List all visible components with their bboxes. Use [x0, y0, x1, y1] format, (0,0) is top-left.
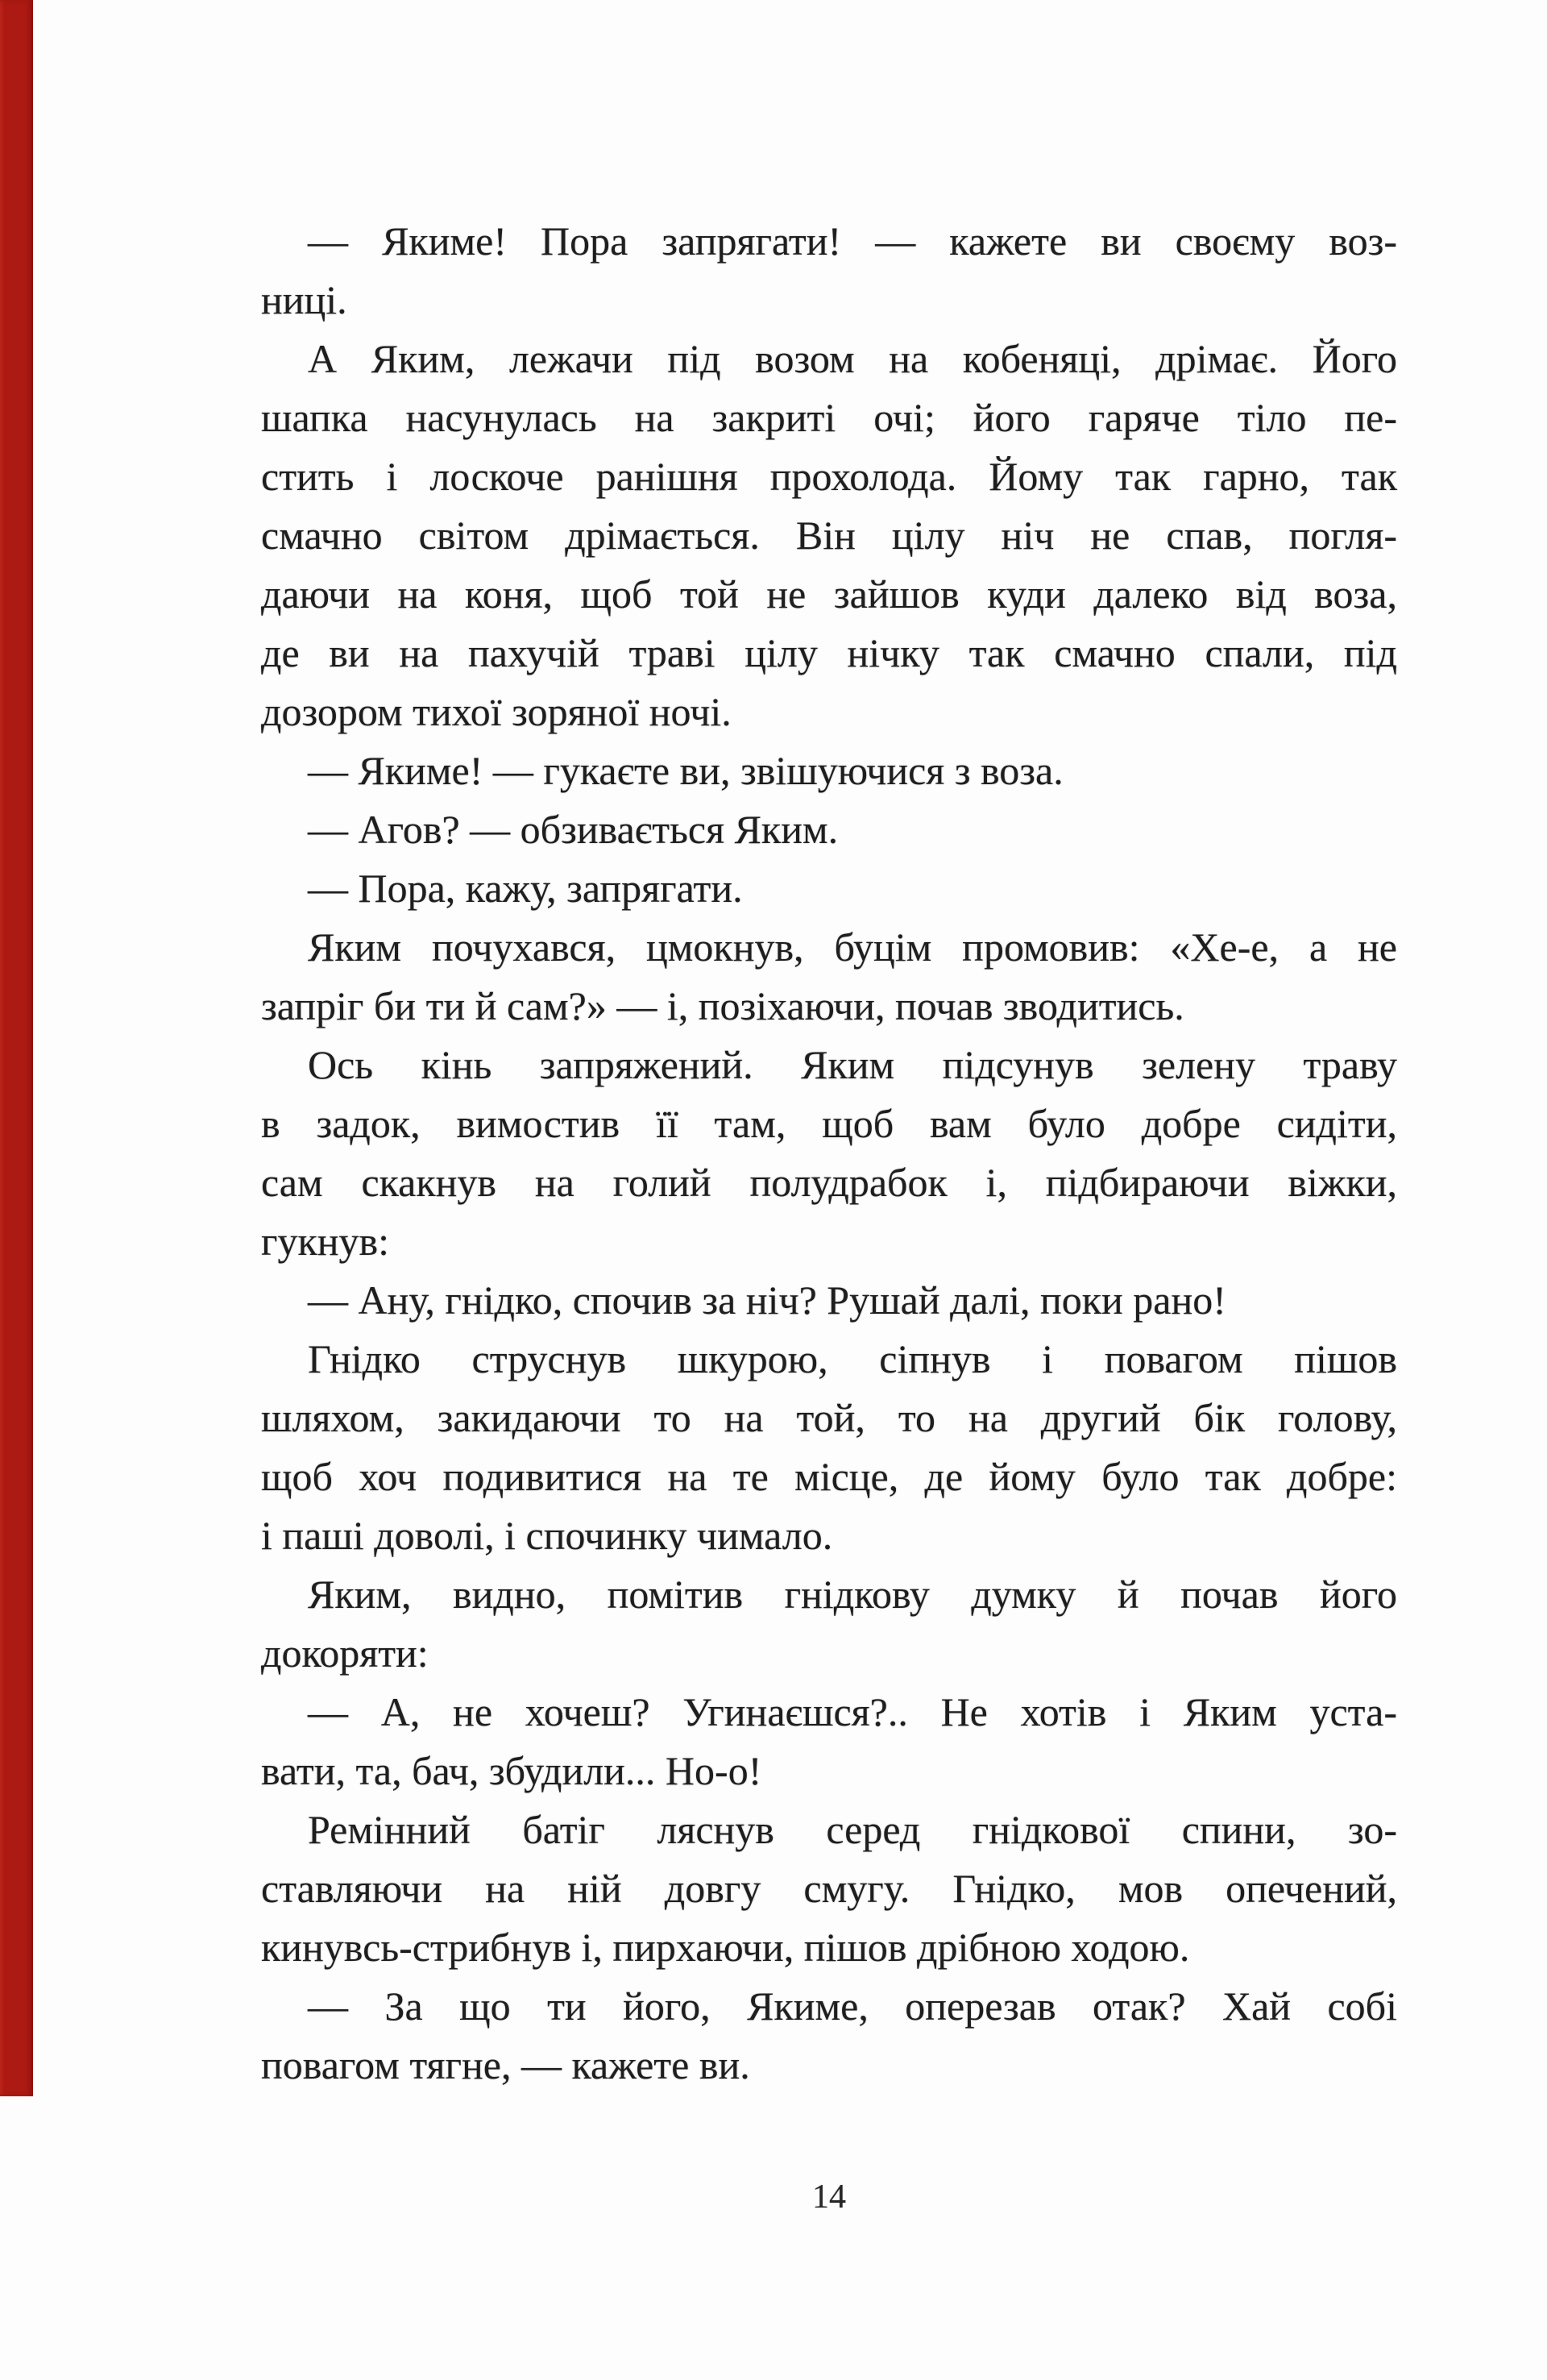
text-line: дозором тихої зоряної ночі. — [261, 689, 732, 734]
text-line: — А, не хочеш? Угинаєшся?.. Не хотів і Яким уста- — [308, 1689, 1397, 1734]
text-line: Ось кінь запряжений. Яким підсунув зелену траву — [308, 1042, 1397, 1087]
text-line: ниці. — [261, 277, 347, 322]
text-line: смачно світом дрімається. Він цілу ніч не спав, погля- — [261, 513, 1397, 558]
text-line: кинувсь-стрибнув і, пирхаючи, пішов дрібною ходою. — [261, 1925, 1190, 1970]
text-line: ставляючи на ній довгу смугу. Гнідко, мов опечений, — [261, 1866, 1397, 1911]
text-line: сам скакнув на голий полудрабок і, підбираючи віжки, — [261, 1160, 1397, 1205]
text-line: і паші доволі, і спочинку чимало. — [261, 1513, 833, 1558]
text-line: вати, та, бач, збудили... Но-о! — [261, 1748, 762, 1793]
text-line: даючи на коня, щоб той не зайшов куди далеко від воза, — [261, 571, 1397, 617]
text-line: — Пора, кажу, запрягати. — [308, 866, 743, 911]
page-number: 14 — [812, 2179, 846, 2216]
text-line: повагом тягне, — кажете ви. — [261, 2042, 750, 2087]
text-line: де ви на пахучій траві цілу нічку так смачно спали, під — [261, 630, 1397, 675]
text-line: в задок, вимостив її там, щоб вам було добре сидіти, — [261, 1101, 1397, 1146]
text-line: запріг би ти й сам?» — і, позіхаючи, почав зводитись. — [261, 983, 1184, 1028]
left-edge-red-strip — [0, 0, 33, 2096]
text-line: — Ану, гнідко, спочив за ніч? Рушай далі, поки рано! — [308, 1277, 1226, 1323]
page-text-block — [261, 212, 1397, 2095]
text-line: докоряти: — [261, 1630, 429, 1676]
text-line: Гнідко струснув шкурою, сіпнув і повагом пішов — [308, 1336, 1397, 1381]
text-line: щоб хоч подивитися на те місце, де йому було так добре: — [261, 1454, 1397, 1499]
text-line: шляхом, закидаючи то на той, то на другий бік голову, — [261, 1395, 1397, 1440]
text-line: — Якиме! — гукаєте ви, звішуючися з воза. — [308, 748, 1064, 793]
text-line: Ремінний батіг ляснув серед гнідкової спини, зо- — [308, 1807, 1397, 1852]
text-line: А Яким, лежачи під возом на кобеняці, дрімає. Його — [308, 336, 1397, 381]
text-line: гукнув: — [261, 1219, 390, 1264]
text-line: Яким, видно, помітив гнідкову думку й почав його — [308, 1572, 1397, 1617]
text-line: — Агов? — обзивається Яким. — [308, 807, 839, 852]
text-line: стить і лоскоче ранішня прохолода. Йому так гарно, так — [261, 454, 1397, 499]
text-line: шапка насунулась на закриті очі; його гаряче тіло пе- — [261, 395, 1397, 440]
text-line: — За що ти його, Якиме, оперезав отак? Хай собі — [308, 1983, 1397, 2029]
text-line: — Якиме! Пора запрягати! — кажете ви своєму воз- — [308, 218, 1397, 264]
text-line: Яким почухався, цмокнув, буцім промовив: «Хе-е, а не — [308, 924, 1397, 970]
